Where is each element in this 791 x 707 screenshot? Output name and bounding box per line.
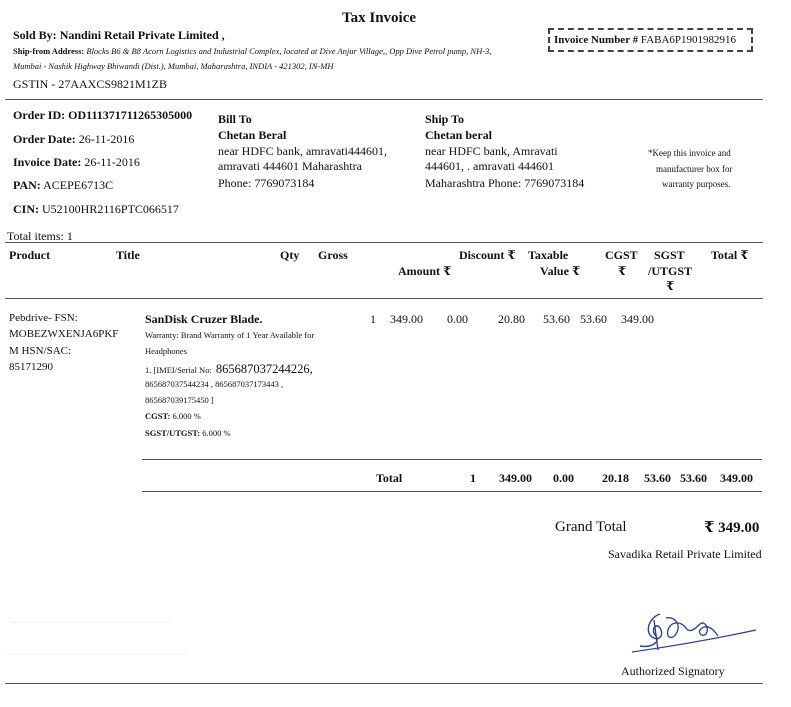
bill-to-line2: amravati 444601 Maharashtra [218, 159, 362, 173]
ship-to-line2: 444601, . amravati 444601 [425, 159, 554, 173]
totals-qty: 1 [470, 471, 476, 485]
table-top-divider [5, 242, 763, 243]
ship-from-line1: Blocks B6 & B8 Acorn Logistics and Industrial Complex, located at Dive Anjur Village,, Opp Dive Petrol pump, NH-3, [86, 46, 492, 56]
scan-artifact [6, 654, 186, 655]
col-taxable-1: Taxable [528, 248, 569, 262]
product-line3: M HSN/SAC: [9, 345, 72, 357]
imei-prefix: 1. [IMEI/Serial No: [145, 365, 212, 375]
imei-line1 [145, 360, 313, 378]
ship-to-name: Chetan beral [425, 128, 492, 142]
totals-cgst: 53.60 [644, 471, 671, 485]
item-divider [142, 459, 762, 460]
item-cgst: 53.60 [543, 312, 570, 326]
keep-note-line2: manufacturer box for [656, 164, 733, 174]
ship-to-line1: near HDFC bank, Amravati [425, 144, 558, 158]
col-amount: Amount ₹ [398, 264, 452, 278]
sold-by-label: Sold By: [13, 28, 57, 42]
ship-to-line3: Maharashtra Phone: 7769073184 [425, 176, 585, 190]
imei-main: 865687037244226, [215, 362, 313, 376]
cin: CIN: U52100HR2116PTC066517 [13, 202, 179, 216]
header-row-divider [5, 298, 763, 299]
product-line4: 85171290 [9, 361, 53, 373]
keep-note-line1: *Keep this invoice and [648, 148, 731, 158]
pan: PAN: ACEPE6713C [13, 178, 114, 192]
order-id: Order ID: OD111371711265305000 [13, 108, 193, 122]
sold-by [13, 28, 225, 43]
grand-total-value: ₹ 349.00 [704, 520, 760, 536]
gstin: GSTIN - 27AAXCS9821M1ZB [13, 77, 168, 91]
totals-total: 349.00 [720, 471, 753, 485]
bill-to-line1: near HDFC bank, amravati444601, [218, 144, 387, 158]
company-name: Savadika Retail Private Limited [608, 547, 762, 561]
authorized-signatory: Authorized Signatory [621, 664, 725, 678]
col-taxable-2: Value ₹ [540, 264, 581, 278]
warranty-line2: Headphones [145, 346, 188, 356]
col-cgst-2: ₹ [618, 264, 627, 278]
product-line1: Pebdrive- FSN: [9, 312, 78, 324]
item-discount: 0.00 [447, 312, 468, 326]
product-line2: MOBEZWXENJA6PKF [9, 328, 119, 340]
bill-to-name: Chetan Beral [218, 128, 287, 142]
col-gross: Gross [318, 248, 348, 262]
footer-divider [5, 683, 763, 684]
sgst-rate: SGST/UTGST: 6.000 % [145, 428, 231, 438]
warranty-line1: Warranty: Brand Warranty of 1 Year Available for [145, 330, 315, 340]
imei-line3: 865687039175450 ] [145, 395, 214, 405]
keep-note-line3: warranty purposes. [662, 179, 731, 189]
col-total: Total ₹ [711, 248, 749, 262]
col-qty: Qty [280, 248, 300, 262]
col-discount: Discount ₹ [459, 248, 516, 262]
totals-divider [142, 491, 762, 492]
ship-from-line2: Mumbai - Nashik Highway Bhiwandi (Dist.), Mumbai, Maharashtra, INDIA - 421302, IN-MH [13, 61, 334, 71]
header-divider [5, 99, 763, 100]
col-cgst-1: CGST [605, 248, 638, 262]
total-items: Total items: 1 [7, 229, 73, 243]
invoice-number-label: Invoice Number # [554, 34, 639, 46]
item-total: 349.00 [621, 312, 654, 326]
totals-discount: 0.00 [553, 471, 574, 485]
ship-to-heading: Ship To [425, 112, 465, 126]
grand-total-label: Grand Total [555, 519, 627, 535]
bill-to-heading: Bill To [218, 112, 252, 126]
col-product: Product [9, 248, 51, 262]
col-sgst-1: SGST [654, 248, 685, 262]
item-gross: 349.00 [390, 312, 423, 326]
signature [630, 608, 760, 658]
item-sgst: 53.60 [580, 312, 607, 326]
col-sgst-2: /UTGST [648, 264, 693, 278]
item-qty: 1 [370, 312, 376, 326]
ship-from-label: Ship-from Address: [13, 46, 85, 56]
imei-line2: 865687037544234 , 865687037173443 , [145, 379, 284, 389]
invoice-date: Invoice Date: 26-11-2016 [13, 155, 140, 169]
invoice-number [554, 34, 736, 46]
ship-from-address [13, 46, 491, 56]
bill-to-phone: Phone: 7769073184 [218, 176, 315, 190]
totals-label: Total [376, 471, 403, 485]
order-date: Order Date: 26-11-2016 [13, 132, 135, 146]
invoice-number-value: FABA6P1901982916 [640, 34, 737, 46]
item-taxable: 20.80 [498, 312, 525, 326]
scan-artifact [10, 622, 170, 623]
item-title: SanDisk Cruzer Blade. [145, 312, 263, 326]
col-sgst-3: ₹ [666, 279, 675, 293]
col-title: Title [116, 248, 140, 262]
cgst-rate: CGST: 6.000 % [145, 411, 201, 421]
invoice-title: Tax Invoice [342, 10, 417, 26]
totals-sgst: 53.60 [680, 471, 707, 485]
totals-taxable: 20.18 [602, 471, 629, 485]
sold-by-value: Nandini Retail Private Limited , [59, 28, 225, 42]
totals-gross: 349.00 [499, 471, 532, 485]
